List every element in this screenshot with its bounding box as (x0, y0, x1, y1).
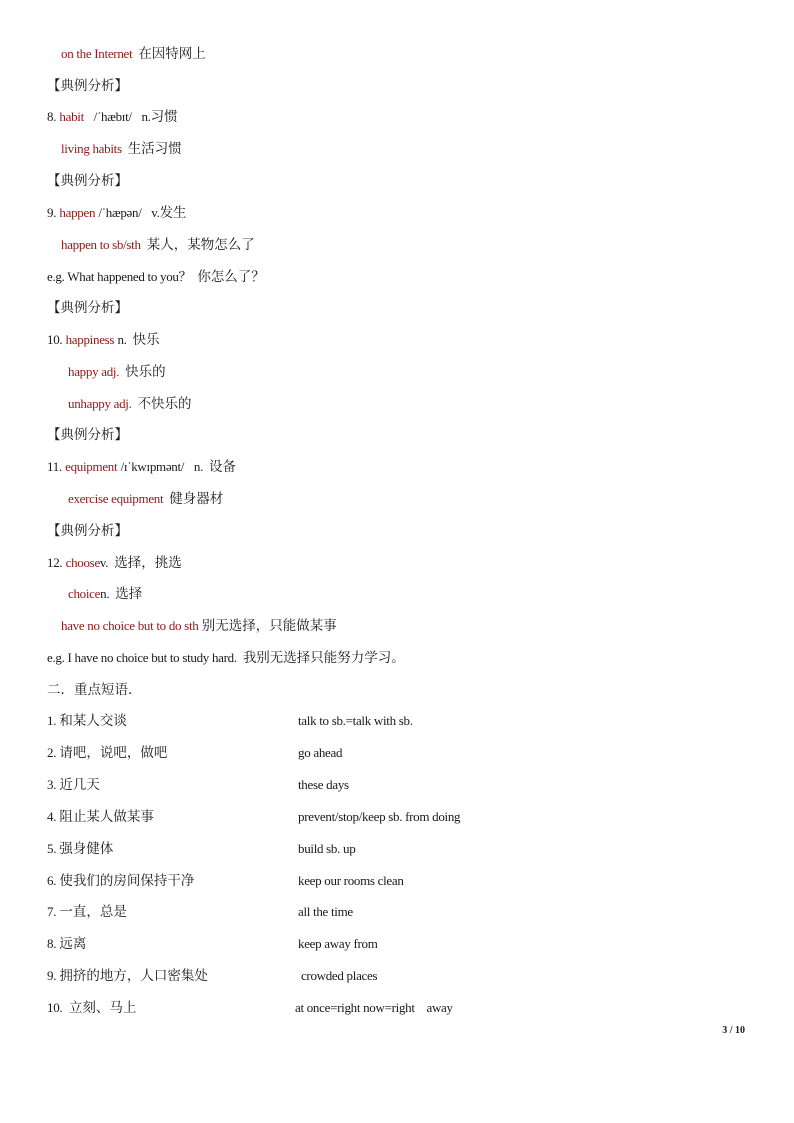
phrase-chinese: 9. 拥挤的地方，人口密集处 (47, 968, 208, 984)
vocab-choose (47, 554, 182, 572)
phrase-chinese: 5. 强身健体 (47, 841, 114, 857)
chinese-meaning: 设备 (209, 459, 237, 475)
phrase-english: keep our rooms clean (298, 873, 404, 888)
chinese-meaning: 别无选择，只能做某事 (201, 618, 337, 634)
part-of-speech: n. (141, 109, 151, 124)
chinese-meaning: 选择 (115, 586, 143, 602)
vocab-word: equipment (65, 459, 118, 474)
chinese-translation: 你怎么了？ (197, 269, 265, 285)
vocab-word: happiness (65, 332, 115, 347)
english-phrase: living habits (61, 141, 122, 156)
part-of-speech: n. (100, 586, 110, 601)
chinese-meaning: 不快乐的 (137, 396, 192, 412)
item-number: 12. (47, 555, 63, 570)
part-of-speech: n. (117, 332, 127, 347)
phrase-row (0, 776, 794, 794)
phrase-chinese: 8. 远离 (47, 936, 87, 952)
phrase-row (0, 967, 794, 985)
item-number: 9. (47, 205, 57, 220)
phrase-english: go ahead (298, 745, 343, 760)
vocab-equipment (47, 458, 236, 476)
english-phrase: happy adj. (68, 364, 120, 379)
chinese-meaning: 习惯 (150, 109, 178, 125)
english-sentence: e.g. I have no choice but to study hard. (47, 650, 237, 665)
vocab-word: choice (68, 586, 101, 601)
phonetic: /ɪˈkwɪpmənt/ (120, 459, 185, 474)
english-sentence: e.g. What happened to you？ (47, 269, 192, 284)
unhappy-line (68, 395, 192, 413)
choice-eg-sentence (47, 649, 405, 667)
analysis-heading: 【典例分析】 (47, 523, 128, 539)
happen-eg-sentence (47, 268, 265, 286)
chinese-meaning: 生活习惯 (127, 141, 182, 157)
phrase-english: keep away from (298, 936, 378, 951)
vocab-happiness (47, 331, 160, 349)
english-phrase: on the Internet (61, 46, 133, 61)
phrase-row (0, 935, 794, 953)
phrase-english: prevent/stop/keep sb. from doing (298, 809, 461, 824)
phrase-chinese: 4. 阻止某人做某事 (47, 809, 154, 825)
analysis-heading: 【典例分析】 (47, 173, 128, 189)
item-number: 10. (47, 332, 63, 347)
chinese-translation: 我别无选择只能努力学习。 (242, 650, 405, 666)
vocab-happen (47, 204, 187, 222)
analysis-heading: 【典例分析】 (47, 78, 128, 94)
phrase-row (0, 744, 794, 762)
phrase-row (0, 903, 794, 921)
phrase-chinese: 6. 使我们的房间保持干净 (47, 873, 195, 889)
part-of-speech: v. (151, 205, 160, 220)
vocab-word: happen (59, 205, 96, 220)
vocab-word: habit (59, 109, 84, 124)
item-number: 11. (47, 459, 62, 474)
part-of-speech: n. (193, 459, 204, 474)
habit-example (61, 140, 182, 158)
phrase-english: all the time (298, 904, 353, 919)
phrase-english: build sb. up (298, 841, 356, 856)
choice-line (68, 585, 142, 603)
analysis-heading: 【典例分析】 (47, 427, 128, 443)
phrase-english: these days (298, 777, 349, 792)
phrase-chinese: 3. 近几天 (47, 777, 100, 793)
happy-line (68, 363, 166, 381)
item-number: 8. (47, 109, 57, 124)
phrase-row (0, 840, 794, 858)
phonetic: /ˈhæpən/ (98, 205, 142, 220)
chinese-meaning: 快乐 (132, 332, 160, 348)
phrase-row (0, 808, 794, 826)
phrase-english: crowded places (298, 968, 378, 983)
vocab-word: choose (65, 555, 100, 570)
phrase-internet (61, 45, 206, 63)
phrase-chinese: 1. 和某人交谈 (47, 713, 127, 729)
english-phrase: happen to sb/sth (61, 237, 141, 252)
phonetic: /ˈhæbɪt/ (93, 109, 132, 124)
equipment-example (68, 490, 223, 508)
phrase-row (0, 999, 794, 1017)
chinese-meaning: 选择，挑选 (114, 555, 182, 571)
chinese-meaning: 某人，某物怎么了 (146, 237, 255, 253)
english-phrase: exercise equipment (68, 491, 164, 506)
chinese-meaning: 健身器材 (169, 491, 224, 507)
phrase-chinese: 2. 请吧，说吧，做吧 (47, 745, 168, 761)
phrase-chinese: 10. 立刻、马上 (47, 1000, 137, 1016)
happen-example (61, 236, 255, 254)
chinese-meaning: 在因特网上 (138, 46, 206, 62)
chinese-meaning: 发生 (159, 205, 187, 221)
phrase-english: at once=right now=right away (295, 1000, 453, 1015)
part-of-speech: v. (99, 555, 109, 570)
phrase-row (0, 712, 794, 730)
english-phrase: have no choice but to do sth (61, 618, 199, 633)
section-title: 二．重点短语. (47, 682, 133, 698)
vocab-habit (47, 108, 178, 126)
choice-example (61, 617, 337, 635)
english-phrase: unhappy adj. (68, 396, 132, 411)
phrase-english: talk to sb.=talk with sb. (298, 713, 413, 728)
phrase-chinese: 7. 一直，总是 (47, 904, 127, 920)
analysis-heading: 【典例分析】 (47, 300, 128, 316)
phrase-row (0, 872, 794, 890)
page-number: 3 / 10 (722, 1025, 745, 1036)
chinese-meaning: 快乐的 (125, 364, 166, 380)
